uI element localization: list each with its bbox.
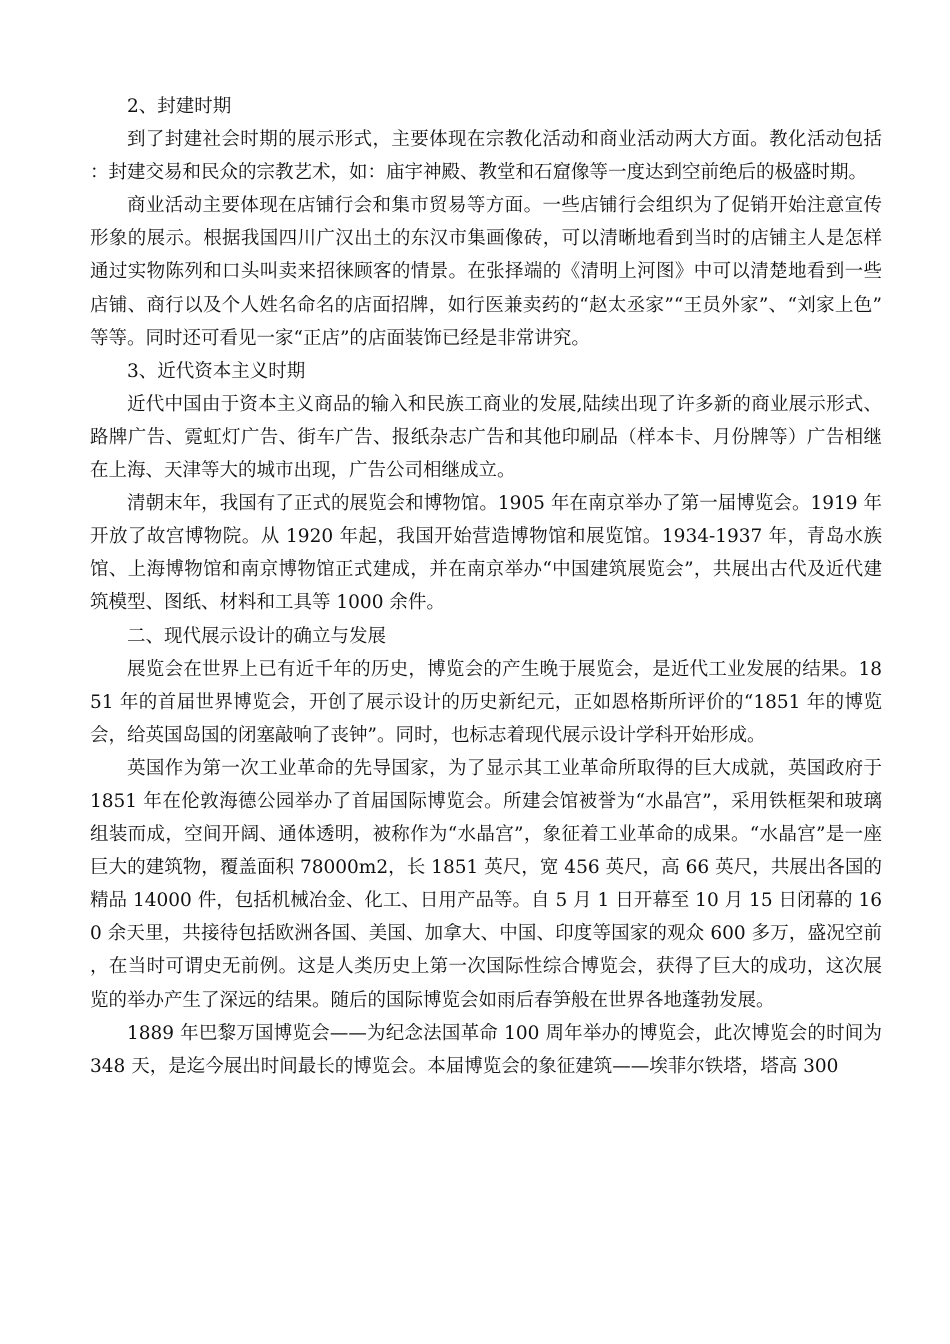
paragraph-crystal-palace: 英国作为第一次工业革命的先导国家，为了显示其工业革命所取得的巨大成就，英国政府于 1851 年在伦敦海德公园举办了首届国际博览会。所建会馆被誉为“水晶宫”，采用铁框架和玻璃组装而成，空间开阔、通体透明，被称作为“水晶宫”，象征着工业革命的成果。“水晶宫”是一座巨大的建筑物，覆盖面积 78000m2，长 1851 英尺，宽 456 英尺，高 66 英尺，共展出各国的精品 14000 件，包括机械冶金、化工、日用产品等。自 5 月 1 日开幕至 10 月 15 日闭幕的 160 余天里，共接待包括欧洲各国、美国、加拿大、中国、印度等国家的观众 600 多万，盛况空前，在当时可谓史无前例。这是人类历史上第一次国际性综合博览会，获得了巨大的成功，这次展览的举办产生了深远的结果。随后的国际博览会如雨后春笋般在世界各地蓬勃发展。 [90, 757, 882, 1011]
paragraph-expo-history: 展览会在世界上已有近千年的历史，博览会的产生晚于展览会，是近代工业发展的结果。1851 年的首届世界博览会，开创了展示设计的历史新纪元，正如恩格斯所评价的“1851 年的博览会，给英国岛国的闭塞敲响了丧钟”。同时，也标志着现代展示设计学科开始形成。 [90, 658, 882, 746]
document-page [90, 90, 882, 1083]
paragraph-feudal-commerce: 商业活动主要体现在店铺行会和集市贸易等方面。一些店铺行会组织为了促销开始注意宣传形象的展示。根据我国四川广汉出土的东汉市集画像砖，可以清晰地看到当时的店铺主人是怎样通过实物陈列和口头叫卖来招徕顾客的情景。在张择端的《清明上河图》中可以清楚地看到一些店铺、商行以及个人姓名命名的店面招牌，如行医兼卖药的“赵太丞家”“王员外家”、“刘家上色”等等。同时还可看见一家“正店”的店面装饰已经是非常讲究。 [90, 195, 882, 349]
paragraph-feudal-religion: 到了封建社会时期的展示形式，主要体现在宗教化活动和商业活动两大方面。教化活动包括：封建交易和民众的宗教艺术，如：庙宇神殿、教堂和石窟像等一度达到空前绝后的极盛时期。 [90, 129, 882, 184]
section-heading-modern-exhibition: 二、现代展示设计的确立与发展 [127, 625, 387, 647]
paragraph-qing-museums: 清朝末年，我国有了正式的展览会和博物馆。1905 年在南京举办了第一届博览会。1919 年开放了故宫博物院。从 1920 年起，我国开始营造博物馆和展览馆。1934-1937 年，青岛水族馆、上海博物馆和南京博物馆正式建成，并在南京举办“中国建筑展览会”，共展出古代及近代建筑模型、图纸、材料和工具等 1000 余件。 [90, 493, 882, 614]
paragraph-modern-advertising: 近代中国由于资本主义商品的输入和民族工商业的发展,陆续出现了许多新的商业展示形式、路牌广告、霓虹灯广告、街车广告、报纸杂志广告和其他印刷品（样本卡、月份牌等）广告相继在上海、天津等大的城市出现，广告公司相继成立。 [90, 393, 882, 482]
section-heading-modern-capitalism: 3、近代资本主义时期 [127, 360, 306, 382]
section-heading-feudal: 2、封建时期 [127, 96, 232, 117]
paragraph-paris-expo: 1889 年巴黎万国博览会——为纪念法国革命 100 周年举办的博览会，此次博览会的时间为 348 天，是迄今展出时间最长的博览会。本届博览会的象征建筑——埃菲尔铁塔，塔高 300 [90, 1022, 882, 1077]
